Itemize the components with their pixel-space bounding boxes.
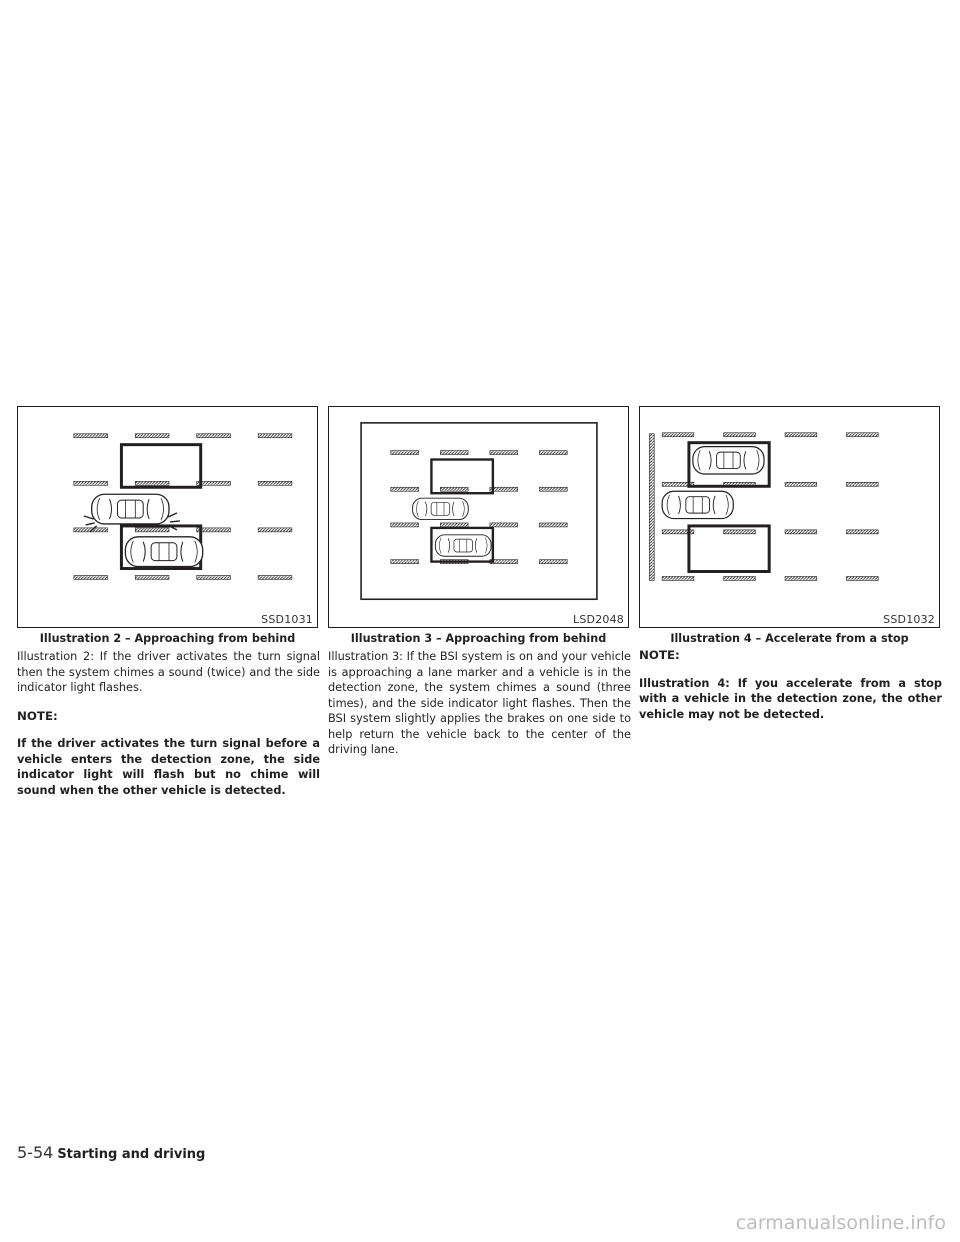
figure-code: LSD2048 — [573, 613, 624, 626]
section-title: Starting and driving — [57, 1147, 206, 1162]
own-vehicle — [662, 491, 733, 518]
figure-illustration-4 — [639, 406, 940, 628]
display-frame — [361, 423, 597, 599]
figure-caption: Illustration 2 – Approaching from behind — [39, 632, 296, 645]
note-paragraph: If the driver activates the turn signal before a vehicle enters the detection zone, the side indicator light will flash but no chime will sound when the other vehicle is detected. — [17, 737, 320, 797]
other-vehicle — [413, 498, 469, 519]
paragraph: Illustration 3: If the BSI system is on and your vehicle is approaching a lane marker and a vehicle is in the detection zone, the system chimes a sound (three times), and the side indicator light flashes. Then the BSI system slightly applies the brakes on one side to help return the vehicle back to the center of the driving lane. — [328, 650, 631, 756]
text-column-middle — [328, 649, 631, 758]
other-vehicle — [92, 494, 169, 524]
figure-caption: Illustration 4 – Accelerate from a stop — [670, 632, 909, 645]
detection-zone — [121, 445, 200, 488]
note-label: NOTE: — [639, 648, 680, 662]
paragraph: Illustration 2: If the driver activates the turn signal then the system chimes a sound (twice) and the side indicator light flashes. — [17, 650, 320, 694]
figure-illustration-3 — [328, 406, 629, 628]
note-label: NOTE: — [17, 708, 58, 723]
figure-illustration-2 — [17, 406, 318, 628]
figure-code: SSD1032 — [883, 613, 935, 626]
own-vehicle — [435, 535, 491, 556]
road-edge-barrier — [649, 434, 654, 581]
other-vehicle — [693, 447, 764, 474]
own-vehicle — [125, 537, 202, 567]
page-footer — [17, 1143, 205, 1162]
note-paragraph: Illustration 4: If you accelerate from a stop with a vehicle in the detection zone, the other vehicle may not be detected. — [639, 676, 942, 721]
figure-code: SSD1031 — [261, 613, 313, 626]
text-column-right — [639, 648, 942, 722]
lane-diagram-illustration-2 — [18, 407, 317, 627]
figure-caption: Illustration 3 – Approaching from behind — [350, 632, 607, 645]
text-column-left — [17, 649, 320, 798]
watermark: carmanualsonline.info — [735, 1212, 946, 1234]
lane-diagram-illustration-4 — [640, 407, 939, 627]
page-number: 5-54 — [17, 1143, 54, 1162]
lane-diagram-illustration-3 — [329, 407, 628, 627]
